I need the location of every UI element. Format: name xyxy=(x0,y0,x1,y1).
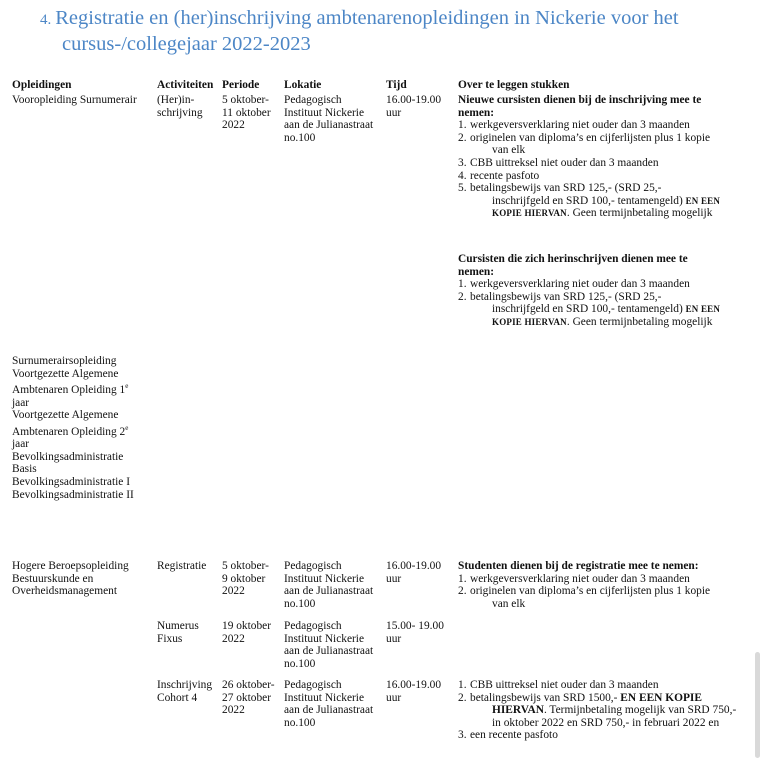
heading-line: Nieuwe cursisten dienen bij de inschrijving mee te xyxy=(458,94,702,106)
periode-line: 19 oktober xyxy=(222,620,272,632)
list-number: 2. xyxy=(458,290,467,303)
list-number: 1. xyxy=(458,572,467,585)
lokatie-cell xyxy=(284,679,373,729)
list-text-continued xyxy=(470,195,720,208)
list-item xyxy=(458,170,720,183)
list-text-continued: van elk xyxy=(492,597,526,610)
list-text-part: betalingsbewijs van SRD 1500,- xyxy=(470,691,618,704)
list-item xyxy=(458,679,736,692)
list-text: recente pasfoto xyxy=(470,169,540,182)
tijd-cell xyxy=(386,620,444,645)
activiteit-line: Fixus xyxy=(157,632,183,645)
list-item xyxy=(458,182,720,220)
superscript: e xyxy=(125,382,129,391)
lokatie-line: Instituut Nickerie xyxy=(284,572,365,585)
lokatie-cell xyxy=(284,94,373,144)
tijd-line: 16.00-19.00 xyxy=(386,94,442,106)
periode-line: 2022 xyxy=(222,585,245,598)
opleiding-line-text: Ambtenaren Opleiding 2 xyxy=(12,425,126,438)
header-lokatie: Lokatie xyxy=(284,79,322,91)
opleiding-bevolkingsadministratie-1: Bevolkingsadministratie I xyxy=(12,475,130,488)
opleiding-line: jaar xyxy=(12,396,30,409)
lokatie-cell xyxy=(284,560,373,610)
periode-line: 9 oktober xyxy=(222,572,266,585)
activiteit-herinschrijving xyxy=(157,94,203,119)
list-number: 2. xyxy=(458,691,467,704)
emphasis-text: KOPIE HIERVAN xyxy=(492,316,567,327)
list-number: 3. xyxy=(458,729,467,742)
tijd-line: uur xyxy=(386,632,402,645)
opleiding-line: Bevolkingsadministratie xyxy=(12,450,124,463)
list-text-continued xyxy=(470,207,720,220)
registratie-list xyxy=(458,573,710,611)
list-text-part: inschrijfgeld en SRD 100,- tentamengeld) xyxy=(492,194,683,207)
opleiding-line xyxy=(12,422,134,438)
list-number: 5. xyxy=(458,182,467,195)
section-title-line-1: Registratie en (her)inschrijving ambtenarenopleidingen in Nickerie voor het xyxy=(55,7,679,29)
opleiding-line xyxy=(12,380,134,396)
periode-cell xyxy=(222,679,275,717)
nieuwe-cursisten-list xyxy=(458,119,720,220)
opleiding-bevolkingsadministratie-basis xyxy=(12,451,134,476)
stukken-herinschrijven xyxy=(458,253,720,329)
header-over-te-leggen-stukken: Over te leggen stukken xyxy=(458,79,570,91)
opleiding-line: Bestuurskunde en xyxy=(12,572,94,585)
superscript: e xyxy=(125,423,129,432)
activiteit-numerus-fixus xyxy=(157,620,199,645)
list-number: 3. xyxy=(458,156,467,169)
periode-line: 11 oktober xyxy=(222,106,271,119)
list-text: werkgeversverklaring niet ouder dan 3 maanden xyxy=(470,572,690,585)
list-text: een recente pasfoto xyxy=(470,729,558,742)
lokatie-line: Pedagogisch xyxy=(284,679,342,691)
lokatie-line: no.100 xyxy=(284,131,316,144)
opleiding-line: Overheidsmanagement xyxy=(12,585,118,598)
lokatie-line: Pedagogisch xyxy=(284,560,342,572)
lokatie-line: Pedagogisch xyxy=(284,94,342,106)
opleiding-vaao-1e-jaar xyxy=(12,368,134,410)
periode-line: 5 oktober- xyxy=(222,560,269,572)
list-text-part: . Geen termijnbetaling mogelijk xyxy=(566,207,713,220)
periode-line: 26 oktober- xyxy=(222,679,275,691)
list-item xyxy=(458,278,720,291)
lokatie-line: aan de Julianastraat xyxy=(284,119,374,132)
list-text-part: . Termijnbetaling mogelijk van SRD 750,- xyxy=(543,704,737,717)
periode-line: 27 oktober xyxy=(222,691,272,704)
list-item xyxy=(458,585,710,610)
periode-cell xyxy=(222,620,271,645)
periode-line: 5 oktober- xyxy=(222,94,269,106)
stukken-inschrijving-cohort-4 xyxy=(458,679,736,742)
section-number: 4. xyxy=(40,12,52,28)
lokatie-line: Instituut Nickerie xyxy=(284,691,365,704)
tijd-line: 16.00-19.00 xyxy=(386,679,442,691)
heading-line: Cursisten die zich herinschrijven dienen mee te xyxy=(458,253,688,265)
list-text: originelen van diploma’s en cijferlijsten plus 1 kopie xyxy=(470,585,711,598)
list-text-part: inschrijfgeld en SRD 100,- tentamengeld) xyxy=(492,303,683,316)
tijd-line: 16.00-19.00 xyxy=(386,560,442,572)
tijd-cell xyxy=(386,560,441,585)
lokatie-line: aan de Julianastraat xyxy=(284,704,374,717)
list-item xyxy=(458,291,720,329)
list-text-part: . Geen termijnbetaling mogelijk xyxy=(566,315,713,328)
emphasis-text: EN EEN xyxy=(685,304,721,315)
emphasis-text: HIERVAN xyxy=(492,704,544,717)
nieuwe-cursisten-heading xyxy=(458,94,720,119)
tijd-cell xyxy=(386,679,441,704)
opleiding-line: Voortgezette Algemene xyxy=(12,409,119,422)
herinschrijven-list xyxy=(458,278,720,328)
list-text-continued xyxy=(470,303,720,316)
list-text: betalingsbewijs van SRD 125,- (SRD 25,- xyxy=(470,182,662,195)
opleiding-line: Voortgezette Algemene xyxy=(12,367,119,380)
activiteit-registratie: Registratie xyxy=(157,560,207,572)
registratie-heading: Studenten dienen bij de registratie mee te nemen: xyxy=(458,560,699,572)
list-text: werkgeversverklaring niet ouder dan 3 maanden xyxy=(470,119,690,132)
activiteit-line: Numerus xyxy=(157,620,199,632)
list-number: 1. xyxy=(458,278,467,291)
tijd-line: 15.00- 19.00 xyxy=(386,620,444,632)
list-text-continued xyxy=(470,704,736,717)
list-text: CBB uittreksel niet ouder dan 3 maanden xyxy=(470,679,659,691)
periode-line: 2022 xyxy=(222,119,245,132)
lokatie-line: aan de Julianastraat xyxy=(284,585,374,598)
header-activiteiten: Activiteiten xyxy=(157,79,214,91)
list-text: originelen van diploma’s en cijferlijsten plus 1 kopie xyxy=(470,131,711,144)
emphasis-text: EN EEN xyxy=(685,195,721,206)
list-number: 1. xyxy=(458,679,467,691)
list-text: betalingsbewijs van SRD 125,- (SRD 25,- xyxy=(470,290,662,303)
header-periode: Periode xyxy=(222,79,260,91)
list-number: 4. xyxy=(458,169,467,182)
tijd-line: uur xyxy=(386,572,402,585)
periode-cell xyxy=(222,560,269,598)
periode-line: 2022 xyxy=(222,632,245,645)
list-text-continued: in oktober 2022 en SRD 750,- in februari 2022 en xyxy=(492,716,720,729)
tijd-line: uur xyxy=(386,691,402,704)
opleiding-bevolkingsadministratie-2: Bevolkingsadministratie II xyxy=(12,488,134,501)
header-tijd: Tijd xyxy=(386,79,407,91)
herinschrijven-heading xyxy=(458,253,720,278)
list-item xyxy=(458,692,736,730)
opleiding-vooropleiding-surnumerair: Vooropleiding Surnumerair xyxy=(12,94,137,106)
section-title-line-2: cursus-/collegejaar 2022-2023 xyxy=(62,33,311,55)
activiteit-line: Cohort 4 xyxy=(157,691,198,704)
opleiding-hbo-bestuurskunde xyxy=(12,560,129,598)
list-text-continued: van elk xyxy=(492,144,526,157)
list-item xyxy=(458,729,736,742)
heading-line: nemen: xyxy=(458,265,495,278)
lokatie-line: aan de Julianastraat xyxy=(284,645,374,658)
list-text-continued xyxy=(470,316,720,329)
list-item xyxy=(458,157,720,170)
opleidingen-list xyxy=(12,355,134,501)
activiteit-inschrijving-cohort-4 xyxy=(157,679,212,704)
opleiding-line: Basis xyxy=(12,463,37,476)
list-item xyxy=(458,573,710,586)
emphasis-text: EN EEN KOPIE xyxy=(620,691,702,704)
list-number: 1. xyxy=(458,119,467,132)
emphasis-text: KOPIE HIERVAN xyxy=(492,208,567,219)
activiteit-line: schrijving xyxy=(157,106,203,119)
opleiding-line-text: Ambtenaren Opleiding 1 xyxy=(12,383,126,396)
opleiding-line: Hogere Beroepsopleiding xyxy=(12,560,129,572)
stukken-registratie xyxy=(458,560,710,610)
lokatie-line: Instituut Nickerie xyxy=(284,632,365,645)
list-number: 2. xyxy=(458,131,467,144)
list-item xyxy=(458,119,720,132)
tijd-line: uur xyxy=(386,106,402,119)
lokatie-line: no.100 xyxy=(284,657,316,670)
activiteit-line: (Her)in- xyxy=(157,94,195,106)
periode-line: 2022 xyxy=(222,704,245,717)
opleiding-surnumerairsopleiding: Surnumerairsopleiding xyxy=(12,355,117,367)
inschrijving-list xyxy=(458,679,736,742)
list-text: werkgeversverklaring niet ouder dan 3 maanden xyxy=(470,278,690,291)
vertical-scrollbar[interactable] xyxy=(755,652,760,758)
list-item xyxy=(458,132,720,157)
periode-cell xyxy=(222,94,271,132)
list-text: CBB uittreksel niet ouder dan 3 maanden xyxy=(470,156,659,169)
lokatie-line: no.100 xyxy=(284,597,316,610)
activiteit-line: Inschrijving xyxy=(157,679,213,691)
list-number: 2. xyxy=(458,585,467,598)
heading-line: nemen: xyxy=(458,106,495,119)
opleiding-vaao-2e-jaar xyxy=(12,409,134,451)
section-title xyxy=(40,6,760,56)
header-opleidingen: Opleidingen xyxy=(12,79,72,91)
lokatie-line: Pedagogisch xyxy=(284,620,342,632)
lokatie-cell xyxy=(284,620,373,670)
opleiding-line: jaar xyxy=(12,438,30,451)
stukken-nieuwe-cursisten xyxy=(458,94,720,220)
lokatie-line: no.100 xyxy=(284,716,316,729)
tijd-cell xyxy=(386,94,441,119)
lokatie-line: Instituut Nickerie xyxy=(284,106,365,119)
